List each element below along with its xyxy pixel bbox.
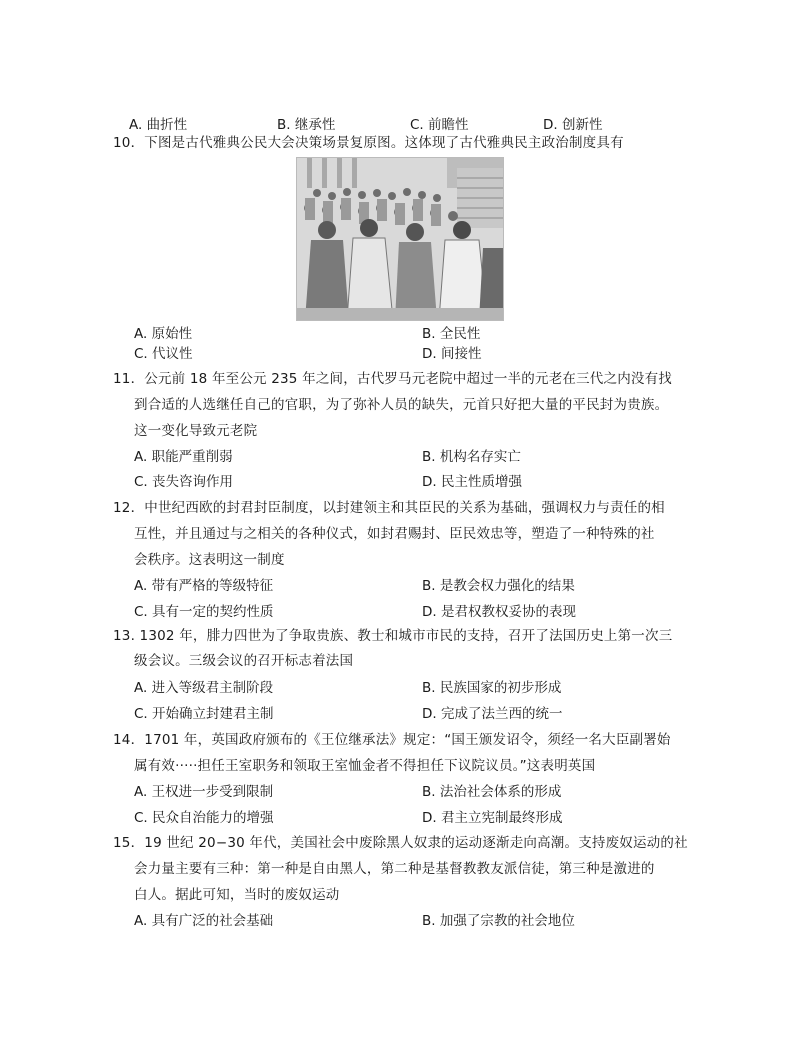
q10-option-a: A. 原始性 xyxy=(134,326,193,342)
q11-stem-line-1: 11．公元前 18 年至公元 235 年之间，古代罗马元老院中超过一半的元老在三代之内没有找 xyxy=(113,371,672,387)
q14-option-b: B. 法治社会体系的形成 xyxy=(422,784,562,800)
q13-option-c: C. 开始确立封建君主制 xyxy=(134,706,274,722)
q11-option-d: D. 民主性质增强 xyxy=(422,474,522,490)
q10-option-b: B. 全民性 xyxy=(422,326,481,342)
q14-option-a: A. 王权进一步受到限制 xyxy=(134,784,274,800)
q11-option-a: A. 职能严重削弱 xyxy=(134,449,233,465)
q9-option-a: A. 曲折性 xyxy=(129,117,188,133)
q10-stem: 10．下图是古代雅典公民大会决策场景复原图。这体现了古代雅典民主政治制度具有 xyxy=(113,135,624,151)
q15-stem-line-2: 会力量主要有三种：第一种是自由黑人，第二种是基督教教友派信徒，第三种是激进的 xyxy=(134,861,655,877)
q12-option-b: B. 是教会权力强化的结果 xyxy=(422,578,575,594)
q12-stem-line-2: 互性，并且通过与之相关的各种仪式，如封君赐封、臣民效忠等，塑造了一种特殊的社 xyxy=(134,526,655,542)
q9-option-b: B. 继承性 xyxy=(277,117,336,133)
q11-option-b: B. 机构名存实亡 xyxy=(422,449,521,465)
q15-option-b: B. 加强了宗教的社会地位 xyxy=(422,913,575,929)
q11-stem-line-3: 这一变化导致元老院 xyxy=(134,423,258,439)
q13-option-a: A. 进入等级君主制阶段 xyxy=(134,680,274,696)
q14-option-c: C. 民众自治能力的增强 xyxy=(134,810,274,826)
q9-option-c: C. 前瞻性 xyxy=(410,117,469,133)
q10-option-c: C. 代议性 xyxy=(134,346,193,362)
q10-option-d: D. 间接性 xyxy=(422,346,482,362)
q11-option-c: C. 丧失咨询作用 xyxy=(134,474,234,490)
q9-option-d: D. 创新性 xyxy=(543,117,603,133)
q12-option-a: A. 带有严格的等级特征 xyxy=(134,578,274,594)
q12-stem-line-1: 12．中世纪西欧的封君封臣制度，以封建领主和其臣民的关系为基础，强调权力与责任的相 xyxy=(113,500,665,516)
athens-assembly-illustration xyxy=(296,157,504,321)
q14-option-d: D. 君主立宪制最终形成 xyxy=(422,810,563,826)
q15-stem-line-1: 15．19 世纪 20−30 年代，美国社会中废除黑人奴隶的运动逐渐走向高潮。支持废奴运动的社 xyxy=(113,835,688,851)
q13-stem-line-2: 级会议。三级会议的召开标志着法国 xyxy=(134,653,354,669)
q13-stem-line-1: 13. 1302 年，腓力四世为了争取贵族、教士和城市市民的支持，召开了法国历史上第一次三 xyxy=(113,628,673,644)
q12-option-c: C. 具有一定的契约性质 xyxy=(134,604,274,620)
q14-stem-line-2: 属有效·····担任王室职务和领取王室恤金者不得担任下议院议员。”这表明英国 xyxy=(134,758,596,774)
q11-stem-line-2: 到合适的人选继任自己的官职，为了弥补人员的缺失，元首只好把大量的平民封为贵族。 xyxy=(134,397,669,413)
q13-option-b: B. 民族国家的初步形成 xyxy=(422,680,562,696)
q13-option-d: D. 完成了法兰西的统一 xyxy=(422,706,563,722)
q15-stem-line-3: 白人。据此可知，当时的废奴运动 xyxy=(134,887,340,903)
q12-stem-line-3: 会秩序。这表明这一制度 xyxy=(134,552,285,568)
q15-option-a: A. 具有广泛的社会基础 xyxy=(134,913,274,929)
q12-option-d: D. 是君权教权妥协的表现 xyxy=(422,604,576,620)
q14-stem-line-1: 14．1701 年，英国政府颁布的《王位继承法》规定：“国王颁发诏令，须经一名大臣副署始 xyxy=(113,732,671,748)
